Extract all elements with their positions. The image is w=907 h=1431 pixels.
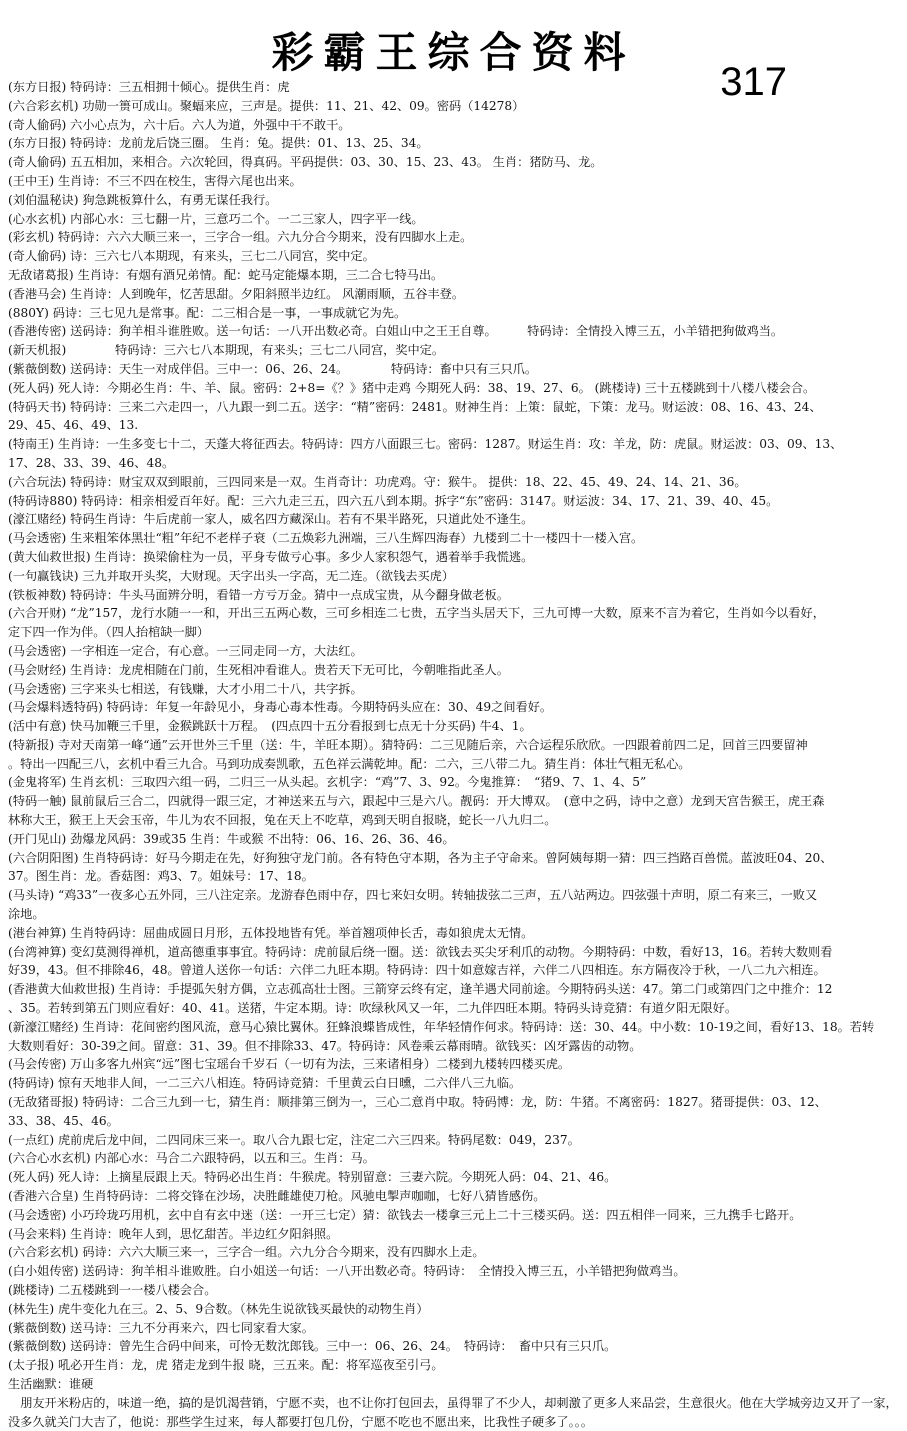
text-line: (880Y) 码诗：三七见九是常事。配：二三相合是一事，一事成就它为先。 [8,305,407,320]
text-line: (六合彩玄机) 码诗：六六大顺三来一，三字合一组。六九分合今期来，没有四脚水上走。 [8,1245,485,1260]
text-line: (紫薇倒数) 送码诗：曾先生合码中间来，可怜无数沈郎钱。三中一：06、26、24。 特码诗： 畜中只有三只爪。 [8,1339,617,1354]
text-line: (特码诗) 惊有天地非人间，一二三六八相连。特码诗竞猜：千里黄云白日曛，二六伴八三九临。 [8,1076,522,1091]
text-line: (紫薇倒数) 送马诗：三九不分再来六，四七同家看大家。 [8,1320,314,1335]
text-line: (一点红) 虎前虎后龙中间，二四同床三来一。取八合九跟七定，注定二六三四来。特码尾数：049，237。 [8,1132,580,1147]
text-line: 33、38、45、46。 [8,1113,119,1128]
text-line: 17、28、33、39、46、48。 [8,455,175,470]
text-line: (濠江赌经) 特码生肖诗：牛后虎前一家人，威名四方藏深山。若有不果半路死，只道此处不逢生。 [8,512,534,527]
text-line: (金鬼将军) 生肖玄机：三取四六组一码，二归三一从头起。玄机字：“鸡”7、3、92。今鬼推算： “猪9、7、1、4、5” [8,775,647,790]
text-line: (黄大仙救世报) 生肖诗：换梁偷柱为一员，平身专做亏心事。多少人家积怨气，遇着举手我慌逃。 [8,549,534,564]
issue-number: 317 [720,60,787,104]
text-line: (彩玄机) 特码诗：六六大顺三来一，三字合一组。六九分合今期来，没有四脚水上走。 [8,230,473,245]
text-line: (奇人偷码) 六小心点为，六十后。六人为道，外强中干不敢干。 [8,117,351,132]
text-line: (新濠江赌经) 生肖诗：花间密约图风流，意马心猿比翼休。狂蜂浪蝶皆成性，年华轻情作何求。特码诗：送：30、44。中小数：10-19之间，看好13、18。若转 [8,1019,875,1034]
text-body [8,78,898,1431]
text-line: 、35。若转到第五门则应看好：40、41。送猪，牛定本期。诗：吹绿秋风又一年，二九伴四旺本期。特码头诗竞猜：有道夕阳无限好。 [8,1001,738,1016]
page-title: 彩霸王综合资料 [271,28,636,77]
text-line: (死人码) 死人诗：上摘星辰跟上天。特码必出生肖：牛猴虎。特别留意：三妻六院。今期死人码：04、21、46。 [8,1170,617,1185]
text-line: (六合阴阳图) 生肖特码诗：好马今期走在先，好狗独守龙门前。各有特色守本期，各为主子守命来。曾阿姨每期一猜：四三挡路百兽慌。蓝波旺04、20、 [8,850,833,865]
text-line: (一句赢钱诀) 三九并取开头奖，大财现。天字出头一字高，无二连。（欲钱去买虎） [8,568,455,583]
text-line: (林先生) 虎牛变化九在三。2、5、9合数。（林先生说欲钱买最快的动物生肖） [8,1301,429,1316]
text-line: (香港传密) 送码诗：狗羊相斗谁胜败。送一句话：一八开出数必奇。白姐山中之王王自尊。 特码诗：全情投入博三五，小羊错把狗做鸡当。 [8,324,784,339]
text-line: (马会爆料透特码) 特码诗：年复一年龄见小，身毒心毒本性毒。今期特码头应在：30、49之间看好。 [8,700,553,715]
text-line: (东方日报) 特码诗：龙前龙后饶三圈。 生肖：兔。提供：01、13、25、34。 [8,136,429,151]
text-line: (港台神算) 生肖特码诗：屈曲成圆日月形，五体投地皆有凭。举首翘项伸长舌，毒如狼虎太无情。 [8,925,534,940]
text-line: (无敌猪哥报) 特码诗：二合三九到一七，猜生肖：顺排第三倒为一，三心二意肖中取。特码博：龙，防：牛猪。不离密码：1827。猪哥提供：03、12、 [8,1095,827,1110]
text-line: 大数则看好：30-39之间。留意：31、39。但不排除33、47。特码诗：风卷乘云幕雨晴。欲钱买：凶牙露齿的动物。 [8,1038,642,1053]
text-line: (香港马会) 生肖诗：人到晚年，忆苦思甜。夕阳斜照半边红。 风潮雨顺，五谷丰登。 [8,286,465,301]
text-line: 。特出一四配三八，玄机中看三九合。马到功成奏凯歌，五色祥云满乾坤。配：二六，三八带二九。猜生肖：体壮气粗无私心。 [8,756,691,771]
text-line: (特南王) 生肖诗：一生多变七十二，天蓬大将征西去。特码诗：四方八面跟三七。密码：1287。财运生肖：攻：羊龙，防：虎鼠。财运波：03、09、13、 [8,437,843,452]
text-line: (马会财经) 生肖诗：龙虎相随在门前，生死相冲看谁人。贵若天下无可比，今朝唯指此圣人。 [8,662,509,677]
text-line: (奇人偷码) 诗：三六七八本期现，有来头，三七二八同宫，奖中定。 [8,249,375,264]
text-line: (马会透密) 一字相连一定合，有心意。一三同走同一方，大法红。 [8,643,363,658]
text-line: (马会透密) 生来粗笨体黑壮“粗”年纪不老样子衰（二五焕彩九洲端，三八生辉四海春）九楼到二十一楼四十一楼入宫。 [8,531,644,546]
text-line: (六合开财) “龙”157，龙行水随一一和，开出三五两心数，三可乡相连二七贵，五字当头居天下，三九可博一大数，原来不言为着它，生肖如今以看好， [8,606,825,621]
text-line: 好39，43。但不排除46，48。曾道人送你一句话：六伴二九旺本期。特码诗：四十如意嫁吉祥，六伴二八四相连。东方隔夜冷于秋，一八二九六相连。 [8,963,826,978]
text-line: (铁板神数) 特码诗：牛头马面辨分明，看错一方亏万金。猜中一点成宝贵，从今翻身做老板。 [8,587,509,602]
text-line: (六合彩玄机) 功勋一篑可成山。聚蝠来应，三声是。提供：11、21、42、09。密码（14278） [8,98,525,113]
text-line: (死人码) 死人诗：今期必生肖：牛、羊、鼠。密码：2+8=《？》猪中走鸡 今期死人码：38、19、27、6。 (跳楼诗) 三十五楼跳到十八楼八楼会合。 [8,380,816,395]
text-line: 林称大王，猴王上天会玉帝，牛儿为农不回报，兔在天上不吃草，鸡到天明自报晓，蛇长一八九归二。 [8,813,557,828]
text-line: 37。图生肖：龙。香菇图：鸡3、7。姐妹号：17、18。 [8,869,314,884]
text-line: (六合心水玄机) 内部心水：马合二六跟特码，以五和三。生肖：马。 [8,1151,375,1166]
text-line: 29、45、46、49、13. [8,418,139,433]
text-line: (开门见山) 劲爆龙风码：39或35 生肖：牛或猴 不出特：06、16、26、36、46。 [8,831,455,846]
text-line: (特码天书) 特码诗：三来二六走四一，八九跟一到二五。送字：“精”密码：2481。财神生肖：上策：鼠蛇，下策：龙马。财运波：08、16、43、24、 [8,399,822,414]
text-line: 涂地。 [8,907,45,922]
text-line: (东方日报) 特码诗：三五相拥十倾心。提供生肖：虎 [8,80,290,94]
text-line: (紫薇倒数) 送码诗：天生一对成伴侣。三中一：06、26、24。 特码诗：畜中只有三只爪。 [8,361,538,376]
text-line: (新天机报) 特码诗：三六七八本期现，有来头；三七二八同宫，奖中定。 [8,343,445,358]
text-line: 定下四一作为伴。（四人抬棺缺一脚） [8,625,210,640]
text-line: 无敌诸葛报) 生肖诗：有烟有酒兄弟情。配：蛇马定能爆本期，三二合七特马出。 [8,267,444,282]
text-line: (奇人偷码) 五五相加，来相合。六次轮回，得真码。平码提供：03、30、15、23、43。 生肖：猪防马、龙。 [8,155,603,170]
text-line: (特码一触) 鼠前鼠后三合二，四就得一跟三定，才神送来五与六，跟起中三是六八。靓码：开大博双。 (意中之码，诗中之意）龙到天宫告猴王，虎王森 [8,794,825,809]
text-line: 生活幽默：谁硬 [8,1376,94,1391]
text-line: (心水玄机) 内部心水：三七翻一片，三意巧二个。一二三家人，四字平一线。 [8,211,424,226]
text-line: (活中有意) 快马加鞭三千里，金猴跳跃十万程。 (四点四十五分看报到七点无十分买码) 牛4、1。 [8,719,532,734]
text-line: (马会透密) 三字来头七相送，有钱赚，大才小用二十八，共字拆。 [8,681,363,696]
humor-story: 朋友开米粉店的，味道一绝，搞的是饥渴营销，宁愿不卖，也不让你打包回去，虽得罪了不少人，却刺激了更多人来品尝，生意很火。他在大学城旁边又开了一家，没多久就关门大吉了，他说：那些学生过来，每人都要打包几份，宁愿不吃也不愿出来，比我性子硬多了。。。 [8,1395,898,1429]
text-line: (香港黄大仙救世报) 生肖诗：手提弧矢射方偶，立志孤高壮士图。三箭穿云终有定，逢羊遇犬同前途。今期特码头送：47。第二门或第四门之中推介：12 [8,982,833,997]
text-line: (跳楼诗) 二五楼跳到一一楼八楼会合。 [8,1283,217,1297]
text-line: (特新报) 寺对天南第一峰“通”云开世外三千里（送：牛，羊旺本期）。猜特码：二三见随后亲，六合运程乐欣欣。一四跟着前四二足，回首三四要留神 [8,737,808,752]
text-line: (香港六合皇) 生肖特码诗：二将交锋在沙场，决胜雌雄使刀枪。风驰电掣声咖咖，七好八猜皆感伤。 [8,1189,546,1204]
text-line: (马会来料) 生肖诗：晚年人到，思忆甜苦。半边红夕阳斜照。 [8,1226,339,1241]
text-line: (马会传密) 万山多客九州宾“远”图七宝瑶台千岁石（一切有为法，三来诸相身）二楼到九楼转四楼买虎。 [8,1057,571,1072]
text-line: (刘伯温秘诀) 狗急跳板算什么，有勇无谋任我行。 [8,192,278,207]
text-line: (台湾神算) 变幻莫测得禅机，道高德重事事宜。特码诗：虎前鼠后绕一圈。送：欲钱去买尖牙利爪的动物。今期特码：中数，看好13，16。若转大数则看 [8,944,833,959]
text-line: (特码诗880) 特码诗：相亲相爱百年好。配：三六九走三五，四六五八到本期。拆字“东”密码：3147。财运波：34、17、21、39、40、45。 [8,493,779,508]
text-line: (六合玩法) 特码诗：财宝双双到眼前，三四同来是一双。生肖奇计：功虎鸡。守：猴牛。 提供：18、22、45、49、24、14、21、36。 [8,474,747,489]
text-line: (马会透密) 小巧玲珑巧用机，玄中自有玄中迷（送：一开三七定）猜：欲钱去一楼拿三元上二十三楼买码。送：四五相伴一同来，三九携手七路开。 [8,1207,802,1222]
text-line: (马头诗) “鸡33”一夜多心五外同，三八注定亲。龙游春色雨中存，四七来妇女明。转轴拔弦二三声，五八站两边。四弦强十声明，原二有来三，一败又 [8,888,818,903]
text-line: (太子报) 吼必开生肖：龙，虎 猪走龙到牛报 晓，三五来。配：将军巡夜至引弓。 [8,1358,444,1373]
text-line: (王中王) 生肖诗：不三不四在校生，害得六尾也出来。 [8,173,302,188]
text-line: (白小姐传密) 送码诗：狗羊相斗谁败胜。白小姐送一句话：一八开出数必奇。特码诗： 全情投入博三五，小羊错把狗做鸡当。 [8,1264,686,1279]
